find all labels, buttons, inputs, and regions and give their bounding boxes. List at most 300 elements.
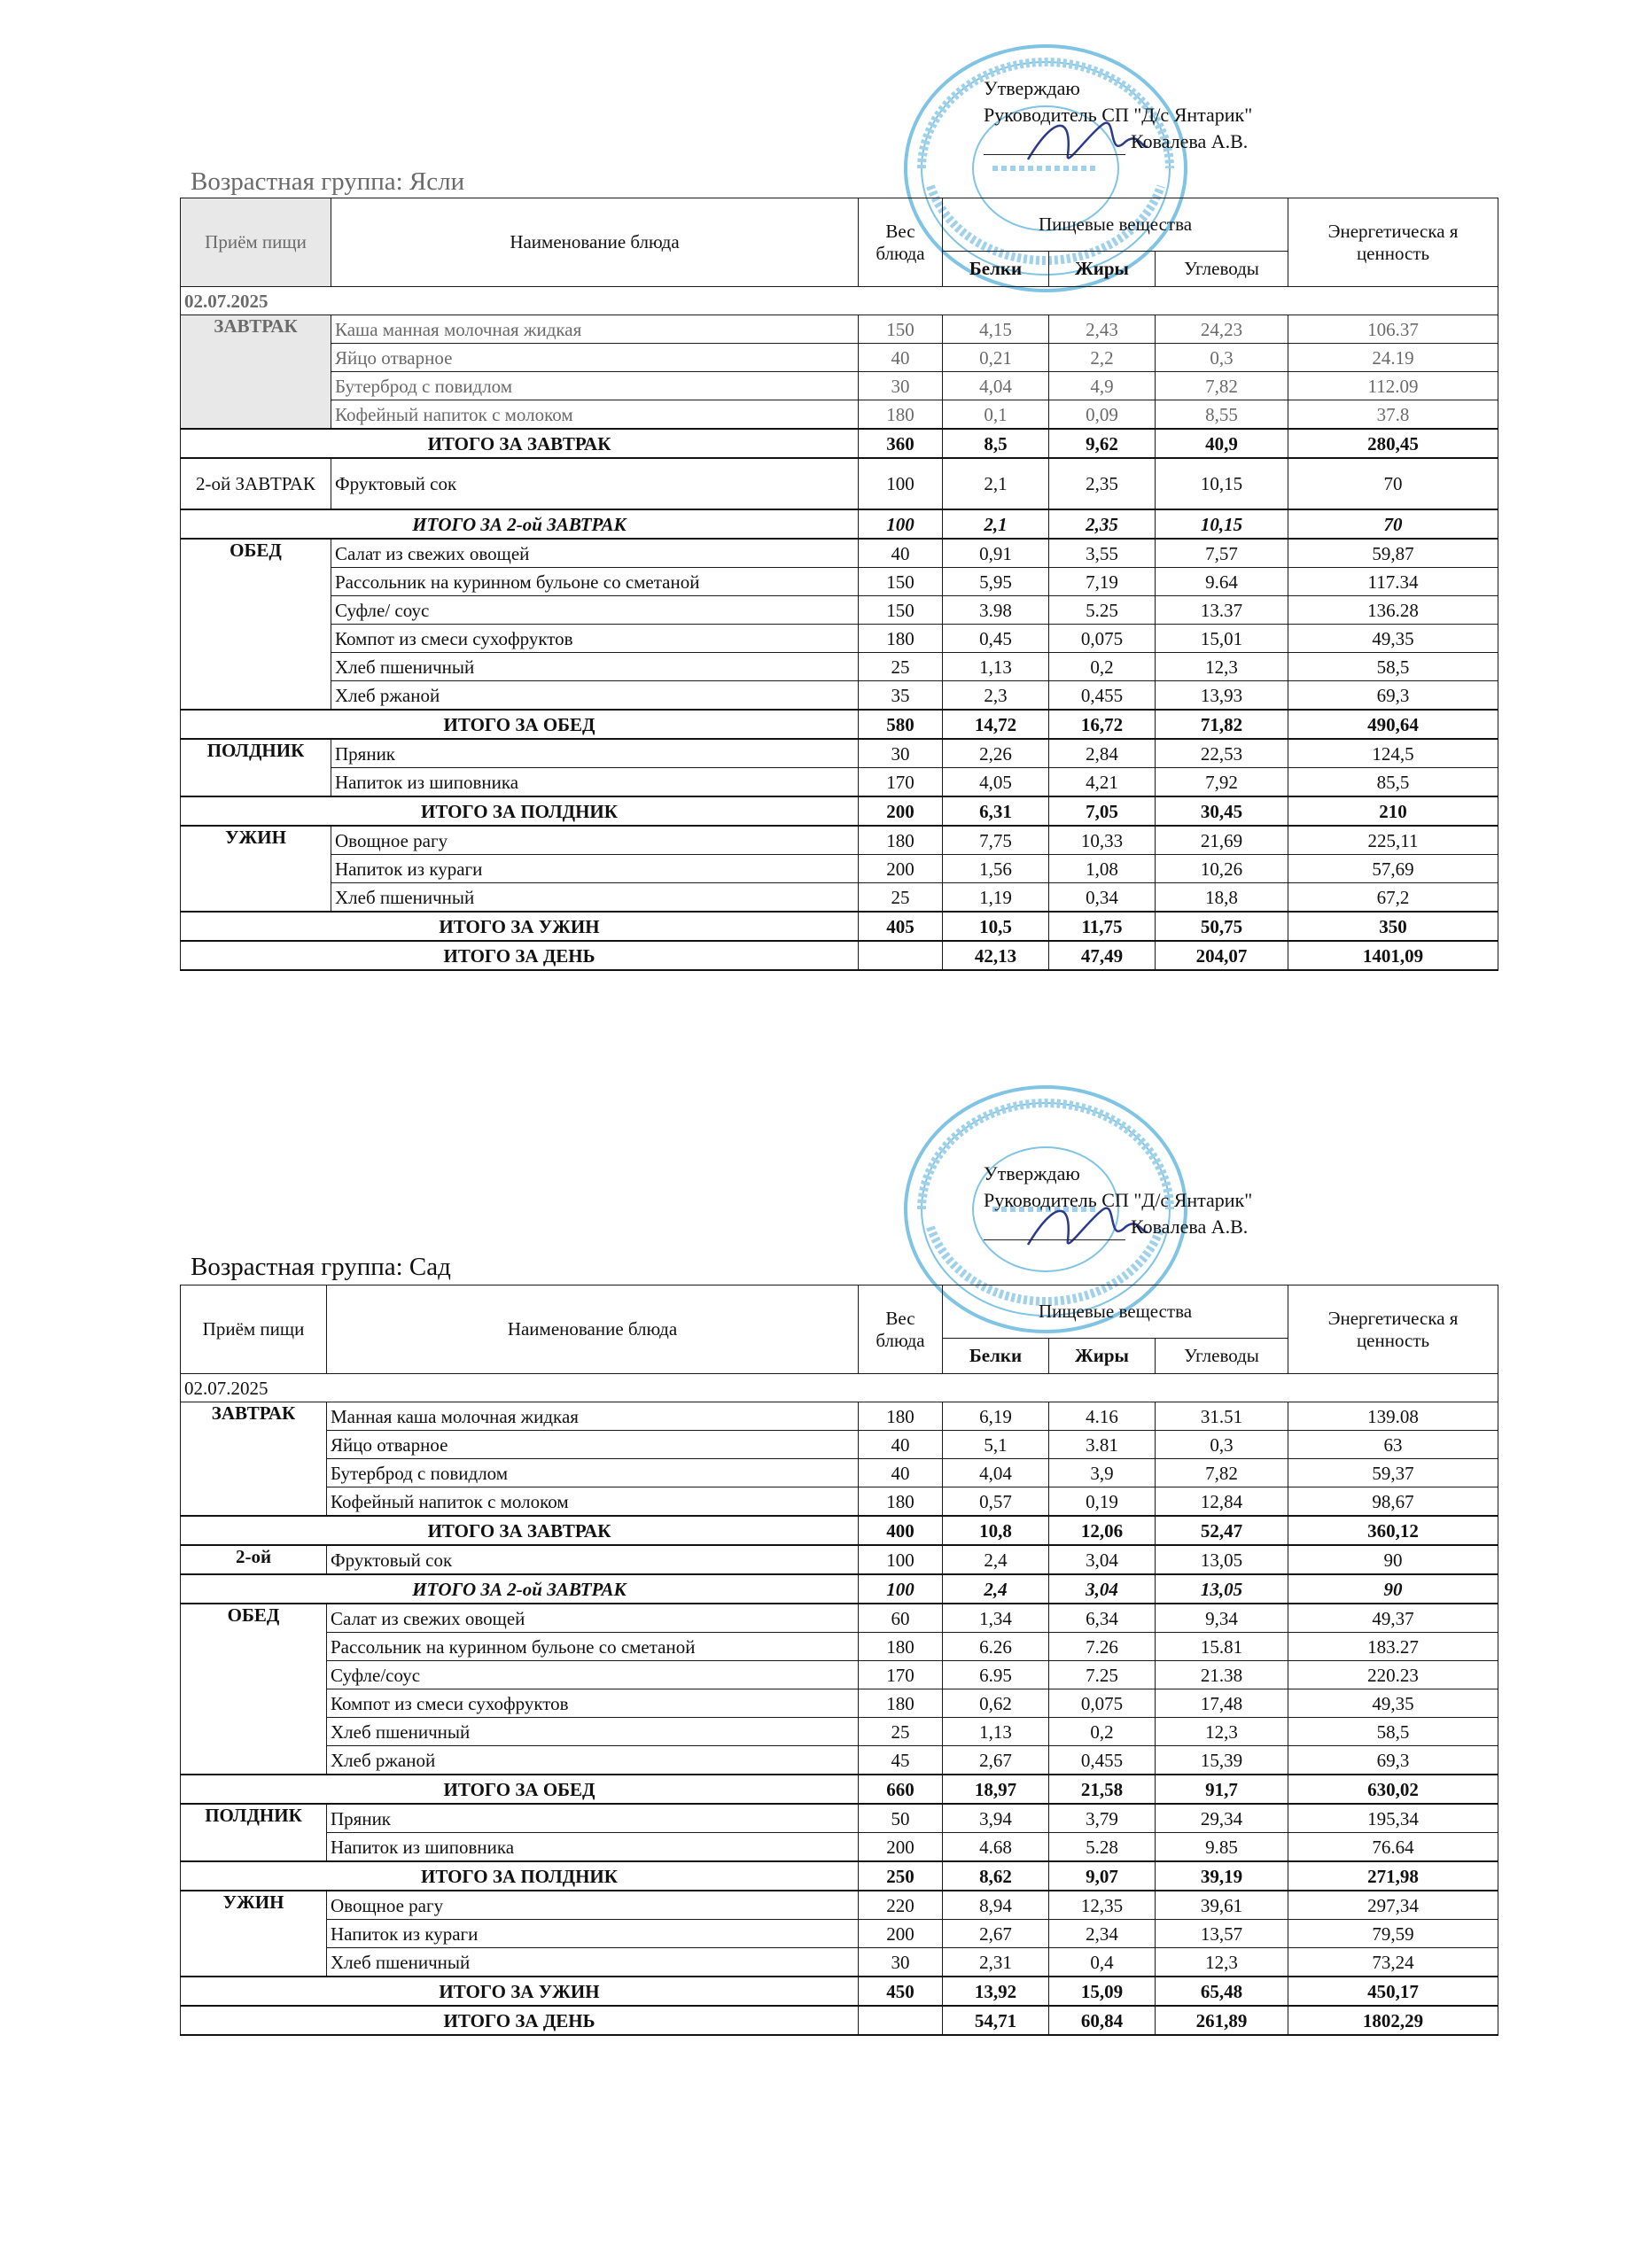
dish-energy: 69,3 bbox=[1288, 1746, 1498, 1775]
dish-name: Кофейный напиток с молоком bbox=[331, 400, 859, 430]
dish-row bbox=[181, 1948, 1498, 1977]
header-protein: Белки bbox=[943, 252, 1049, 287]
dish-row bbox=[181, 653, 1498, 681]
dish-weight: 170 bbox=[859, 768, 943, 797]
header-energy: Энергетическа я ценность bbox=[1288, 198, 1498, 287]
total-energy: 210 bbox=[1288, 796, 1498, 826]
meal-name: УЖИН bbox=[181, 826, 331, 912]
dish-name: Фруктовый сок bbox=[331, 458, 859, 509]
header-nutrients: Пищевые вещества bbox=[943, 1285, 1288, 1339]
total-weight: 450 bbox=[859, 1977, 943, 2006]
meal-name: УЖИН bbox=[181, 1891, 327, 1977]
dish-carbs: 24,23 bbox=[1156, 315, 1288, 344]
dish-weight: 180 bbox=[859, 1689, 943, 1718]
total-fat: 9,07 bbox=[1049, 1861, 1156, 1891]
dish-fat: 7.25 bbox=[1049, 1661, 1156, 1689]
dish-carbs: 15,39 bbox=[1156, 1746, 1288, 1775]
dish-protein: 1,13 bbox=[943, 1718, 1049, 1746]
dish-name: Хлеб ржаной bbox=[331, 681, 859, 711]
dish-carbs: 0,3 bbox=[1156, 1431, 1288, 1459]
dish-carbs: 0,3 bbox=[1156, 344, 1288, 372]
dish-weight: 100 bbox=[859, 1545, 943, 1574]
dish-carbs: 13.37 bbox=[1156, 596, 1288, 625]
total-protein: 8,5 bbox=[943, 429, 1049, 458]
dish-name: Овощное рагу bbox=[327, 1891, 859, 1920]
dish-name: Напиток из кураги bbox=[331, 855, 859, 883]
dish-name: Рассольник на куринном бульоне со сметаной bbox=[331, 568, 859, 596]
dish-fat: 0,075 bbox=[1049, 1689, 1156, 1718]
dish-fat: 0,455 bbox=[1049, 681, 1156, 711]
dish-row bbox=[181, 539, 1498, 568]
dish-name: Напиток из кураги bbox=[327, 1920, 859, 1948]
dish-fat: 0,075 bbox=[1049, 625, 1156, 653]
dish-fat: 3,55 bbox=[1049, 539, 1156, 568]
total-protein: 10,5 bbox=[943, 912, 1049, 941]
day-total-weight bbox=[859, 2006, 943, 2035]
dish-protein: 8,94 bbox=[943, 1891, 1049, 1920]
dish-energy: 90 bbox=[1288, 1545, 1498, 1574]
dish-carbs: 18,8 bbox=[1156, 883, 1288, 913]
total-energy: 280,45 bbox=[1288, 429, 1498, 458]
header-energy: Энергетическа я ценность bbox=[1288, 1285, 1498, 1374]
dish-protein: 4,04 bbox=[943, 372, 1049, 400]
day-total-energy: 1401,09 bbox=[1288, 941, 1498, 970]
dish-fat: 3,9 bbox=[1049, 1459, 1156, 1487]
dish-energy: 37.8 bbox=[1288, 400, 1498, 430]
total-carbs: 40,9 bbox=[1156, 429, 1288, 458]
dish-name: Хлеб пшеничный bbox=[331, 653, 859, 681]
total-weight: 200 bbox=[859, 796, 943, 826]
dish-protein: 0,57 bbox=[943, 1487, 1049, 1517]
dish-row bbox=[181, 768, 1498, 797]
dish-fat: 2,35 bbox=[1049, 458, 1156, 509]
dish-carbs: 7,82 bbox=[1156, 1459, 1288, 1487]
dish-name: Хлеб пшеничный bbox=[331, 883, 859, 913]
total-carbs: 65,48 bbox=[1156, 1977, 1288, 2006]
dish-name: Суфле/соус bbox=[327, 1661, 859, 1689]
total-protein: 10,8 bbox=[943, 1516, 1049, 1545]
dish-energy: 67,2 bbox=[1288, 883, 1498, 913]
total-energy: 70 bbox=[1288, 509, 1498, 539]
group-title-yasli: Возрастная группа: Ясли bbox=[191, 167, 465, 196]
day-total-label: ИТОГО ЗА ДЕНЬ bbox=[181, 941, 859, 970]
total-energy: 450,17 bbox=[1288, 1977, 1498, 2006]
dish-weight: 30 bbox=[859, 739, 943, 768]
dish-energy: 58,5 bbox=[1288, 1718, 1498, 1746]
dish-carbs: 15,01 bbox=[1156, 625, 1288, 653]
dish-weight: 25 bbox=[859, 653, 943, 681]
dish-carbs: 9,34 bbox=[1156, 1604, 1288, 1633]
dish-row bbox=[181, 681, 1498, 711]
dish-energy: 117.34 bbox=[1288, 568, 1498, 596]
total-fat: 21,58 bbox=[1049, 1775, 1156, 1804]
dish-fat: 2,2 bbox=[1049, 344, 1156, 372]
total-fat: 9,62 bbox=[1049, 429, 1156, 458]
dish-carbs: 17,48 bbox=[1156, 1689, 1288, 1718]
dish-protein: 1,34 bbox=[943, 1604, 1049, 1633]
dish-row bbox=[181, 1804, 1498, 1833]
total-protein: 2,1 bbox=[943, 509, 1049, 539]
dish-fat: 3,04 bbox=[1049, 1545, 1156, 1574]
total-row bbox=[181, 1516, 1498, 1545]
dish-weight: 25 bbox=[859, 883, 943, 913]
total-fat: 15,09 bbox=[1049, 1977, 1156, 2006]
dish-name: Бутерброд с повидлом bbox=[327, 1459, 859, 1487]
dish-row bbox=[181, 1633, 1498, 1661]
dish-name: Пряник bbox=[327, 1804, 859, 1833]
meal-name: ОБЕД bbox=[181, 1604, 327, 1775]
meal-name: ЗАВТРАК bbox=[181, 315, 331, 430]
dish-row bbox=[181, 1487, 1498, 1517]
total-weight: 100 bbox=[859, 509, 943, 539]
dish-weight: 180 bbox=[859, 1633, 943, 1661]
signature-line bbox=[984, 133, 1125, 155]
dish-weight: 30 bbox=[859, 372, 943, 400]
dish-name: Овощное рагу bbox=[331, 826, 859, 855]
total-carbs: 52,47 bbox=[1156, 1516, 1288, 1545]
dish-row bbox=[181, 883, 1498, 913]
dish-row bbox=[181, 739, 1498, 768]
dish-name: Компот из смеси сухофруктов bbox=[331, 625, 859, 653]
dish-fat: 0,2 bbox=[1049, 653, 1156, 681]
dish-weight: 100 bbox=[859, 458, 943, 509]
total-fat: 7,05 bbox=[1049, 796, 1156, 826]
dish-row bbox=[181, 1459, 1498, 1487]
dish-row bbox=[181, 1402, 1498, 1431]
signature-line bbox=[984, 1218, 1125, 1240]
dish-protein: 2,3 bbox=[943, 681, 1049, 711]
dish-carbs: 7,57 bbox=[1156, 539, 1288, 568]
dish-energy: 76.64 bbox=[1288, 1833, 1498, 1862]
day-total-fat: 47,49 bbox=[1049, 941, 1156, 970]
dish-row bbox=[181, 1833, 1498, 1862]
dish-name: Яйцо отварное bbox=[327, 1431, 859, 1459]
total-energy: 350 bbox=[1288, 912, 1498, 941]
dish-fat: 0,2 bbox=[1049, 1718, 1156, 1746]
total-carbs: 50,75 bbox=[1156, 912, 1288, 941]
total-protein: 2,4 bbox=[943, 1574, 1049, 1604]
day-total-fat: 60,84 bbox=[1049, 2006, 1156, 2035]
total-energy: 360,12 bbox=[1288, 1516, 1498, 1545]
dish-carbs: 7,82 bbox=[1156, 372, 1288, 400]
dish-energy: 57,69 bbox=[1288, 855, 1498, 883]
total-label: ИТОГО ЗА ПОЛДНИК bbox=[181, 1861, 859, 1891]
dish-protein: 2,26 bbox=[943, 739, 1049, 768]
dish-row bbox=[181, 1891, 1498, 1920]
dish-row bbox=[181, 596, 1498, 625]
approval-block bbox=[984, 75, 1252, 155]
dish-energy: 49,35 bbox=[1288, 625, 1498, 653]
dish-name: Бутерброд с повидлом bbox=[331, 372, 859, 400]
dish-protein: 3.98 bbox=[943, 596, 1049, 625]
dish-energy: 225,11 bbox=[1288, 826, 1498, 855]
day-total-carbs: 204,07 bbox=[1156, 941, 1288, 970]
total-label: ИТОГО ЗА ОБЕД bbox=[181, 710, 859, 739]
dish-fat: 6,34 bbox=[1049, 1604, 1156, 1633]
meal-name: ПОЛДНИК bbox=[181, 1804, 327, 1861]
menu-table-sad bbox=[180, 1285, 1498, 2036]
header-carbs: Углеводы bbox=[1156, 1339, 1288, 1374]
dish-protein: 2,67 bbox=[943, 1746, 1049, 1775]
dish-fat: 10,33 bbox=[1049, 826, 1156, 855]
total-label: ИТОГО ЗА 2-ой ЗАВТРАК bbox=[181, 1574, 859, 1604]
dish-protein: 0,91 bbox=[943, 539, 1049, 568]
dish-row bbox=[181, 855, 1498, 883]
dish-protein: 7,75 bbox=[943, 826, 1049, 855]
dish-protein: 1,13 bbox=[943, 653, 1049, 681]
dish-carbs: 21.38 bbox=[1156, 1661, 1288, 1689]
dish-carbs: 29,34 bbox=[1156, 1804, 1288, 1833]
total-carbs: 39,19 bbox=[1156, 1861, 1288, 1891]
dish-carbs: 13,57 bbox=[1156, 1920, 1288, 1948]
dish-row bbox=[181, 1718, 1498, 1746]
total-row bbox=[181, 1574, 1498, 1604]
total-protein: 13,92 bbox=[943, 1977, 1049, 2006]
dish-carbs: 15.81 bbox=[1156, 1633, 1288, 1661]
dish-name: Манная каша молочная жидкая bbox=[327, 1402, 859, 1431]
dish-fat: 0,09 bbox=[1049, 400, 1156, 430]
total-row bbox=[181, 796, 1498, 826]
total-energy: 90 bbox=[1288, 1574, 1498, 1604]
day-total-energy: 1802,29 bbox=[1288, 2006, 1498, 2035]
approval-block bbox=[984, 1161, 1252, 1240]
total-carbs: 91,7 bbox=[1156, 1775, 1288, 1804]
day-total-row bbox=[181, 941, 1498, 970]
dish-energy: 106.37 bbox=[1288, 315, 1498, 344]
approval-signer bbox=[984, 128, 1252, 155]
dish-carbs: 10,15 bbox=[1156, 458, 1288, 509]
total-label: ИТОГО ЗА ЗАВТРАК bbox=[181, 429, 859, 458]
dish-protein: 4.68 bbox=[943, 1833, 1049, 1862]
dish-fat: 2,84 bbox=[1049, 739, 1156, 768]
dish-energy: 73,24 bbox=[1288, 1948, 1498, 1977]
dish-name: Суфле/ соус bbox=[331, 596, 859, 625]
total-protein: 6,31 bbox=[943, 796, 1049, 826]
dish-energy: 49,37 bbox=[1288, 1604, 1498, 1633]
header-fat: Жиры bbox=[1049, 252, 1156, 287]
dish-protein: 0,62 bbox=[943, 1689, 1049, 1718]
dish-weight: 180 bbox=[859, 1487, 943, 1517]
dish-carbs: 10,26 bbox=[1156, 855, 1288, 883]
dish-weight: 50 bbox=[859, 1804, 943, 1833]
dish-weight: 180 bbox=[859, 400, 943, 430]
dish-carbs: 9.64 bbox=[1156, 568, 1288, 596]
date-row bbox=[181, 287, 1498, 315]
dish-carbs: 12,3 bbox=[1156, 653, 1288, 681]
dish-row bbox=[181, 1661, 1498, 1689]
dish-protein: 5,95 bbox=[943, 568, 1049, 596]
dish-energy: 63 bbox=[1288, 1431, 1498, 1459]
dish-protein: 2,4 bbox=[943, 1545, 1049, 1574]
total-weight: 100 bbox=[859, 1574, 943, 1604]
dish-fat: 2,43 bbox=[1049, 315, 1156, 344]
total-row bbox=[181, 509, 1498, 539]
total-row bbox=[181, 1977, 1498, 2006]
approval-name: Ковалева А.В. bbox=[1131, 1216, 1249, 1238]
dish-name: Хлеб ржаной bbox=[327, 1746, 859, 1775]
total-label: ИТОГО ЗА ОБЕД bbox=[181, 1775, 859, 1804]
dish-carbs: 31.51 bbox=[1156, 1402, 1288, 1431]
header-dish: Наименование блюда bbox=[327, 1285, 859, 1374]
dish-weight: 150 bbox=[859, 596, 943, 625]
dish-fat: 5.25 bbox=[1049, 596, 1156, 625]
total-fat: 3,04 bbox=[1049, 1574, 1156, 1604]
day-total-row bbox=[181, 2006, 1498, 2035]
dish-weight: 30 bbox=[859, 1948, 943, 1977]
dish-name: Салат из свежих овощей bbox=[327, 1604, 859, 1633]
dish-row bbox=[181, 1431, 1498, 1459]
total-fat: 11,75 bbox=[1049, 912, 1156, 941]
dish-energy: 49,35 bbox=[1288, 1689, 1498, 1718]
header-weight: Вес блюда bbox=[859, 198, 943, 287]
dish-weight: 40 bbox=[859, 1459, 943, 1487]
dish-name: Хлеб пшеничный bbox=[327, 1948, 859, 1977]
total-carbs: 10,15 bbox=[1156, 509, 1288, 539]
header-meal: Приём пищи bbox=[181, 198, 331, 287]
total-carbs: 71,82 bbox=[1156, 710, 1288, 739]
meal-name: ПОЛДНИК bbox=[181, 739, 331, 796]
dish-row bbox=[181, 568, 1498, 596]
dish-fat: 0,4 bbox=[1049, 1948, 1156, 1977]
dish-row bbox=[181, 1604, 1498, 1633]
dish-carbs: 8,55 bbox=[1156, 400, 1288, 430]
dish-carbs: 12,3 bbox=[1156, 1948, 1288, 1977]
dish-protein: 0,45 bbox=[943, 625, 1049, 653]
dish-row bbox=[181, 344, 1498, 372]
dish-energy: 124,5 bbox=[1288, 739, 1498, 768]
total-weight: 400 bbox=[859, 1516, 943, 1545]
day-total-protein: 42,13 bbox=[943, 941, 1049, 970]
dish-name: Кофейный напиток с молоком bbox=[327, 1487, 859, 1517]
dish-weight: 180 bbox=[859, 1402, 943, 1431]
approval-title: Утверждаю bbox=[984, 1162, 1080, 1184]
meal-name: ОБЕД bbox=[181, 539, 331, 710]
dish-weight: 180 bbox=[859, 625, 943, 653]
dish-weight: 200 bbox=[859, 855, 943, 883]
dish-carbs: 21,69 bbox=[1156, 826, 1288, 855]
dish-fat: 12,35 bbox=[1049, 1891, 1156, 1920]
dish-energy: 183.27 bbox=[1288, 1633, 1498, 1661]
dish-fat: 0,455 bbox=[1049, 1746, 1156, 1775]
dish-protein: 5,1 bbox=[943, 1431, 1049, 1459]
dish-name: Напиток из шиповника bbox=[331, 768, 859, 797]
approval-position: Руководитель СП "Д/с Янтарик" bbox=[984, 1189, 1253, 1211]
dish-protein: 1,56 bbox=[943, 855, 1049, 883]
total-fat: 2,35 bbox=[1049, 509, 1156, 539]
total-row bbox=[181, 710, 1498, 739]
total-fat: 16,72 bbox=[1049, 710, 1156, 739]
dish-name: Напиток из шиповника bbox=[327, 1833, 859, 1862]
dish-protein: 4,04 bbox=[943, 1459, 1049, 1487]
dish-fat: 4,9 bbox=[1049, 372, 1156, 400]
total-row bbox=[181, 912, 1498, 941]
dish-weight: 200 bbox=[859, 1920, 943, 1948]
dish-energy: 70 bbox=[1288, 458, 1498, 509]
total-protein: 18,97 bbox=[943, 1775, 1049, 1804]
dish-carbs: 7,92 bbox=[1156, 768, 1288, 797]
approval-signer bbox=[984, 1214, 1252, 1240]
header-protein: Белки bbox=[943, 1339, 1049, 1374]
approval-position: Руководитель СП "Д/с Янтарик" bbox=[984, 104, 1253, 126]
header-fat: Жиры bbox=[1049, 1339, 1156, 1374]
dish-protein: 6.95 bbox=[943, 1661, 1049, 1689]
total-row bbox=[181, 1775, 1498, 1804]
meal-name: 2-ой bbox=[181, 1545, 327, 1574]
dish-weight: 40 bbox=[859, 1431, 943, 1459]
total-weight: 250 bbox=[859, 1861, 943, 1891]
dish-protein: 6.26 bbox=[943, 1633, 1049, 1661]
meal-name: ЗАВТРАК bbox=[181, 1402, 327, 1517]
header-weight: Вес блюда bbox=[859, 1285, 943, 1374]
dish-protein: 3,94 bbox=[943, 1804, 1049, 1833]
total-weight: 660 bbox=[859, 1775, 943, 1804]
dish-protein: 0,1 bbox=[943, 400, 1049, 430]
dish-energy: 220.23 bbox=[1288, 1661, 1498, 1689]
dish-protein: 4,15 bbox=[943, 315, 1049, 344]
total-label: ИТОГО ЗА УЖИН bbox=[181, 912, 859, 941]
dish-name: Салат из свежих овощей bbox=[331, 539, 859, 568]
total-label: ИТОГО ЗА 2-ой ЗАВТРАК bbox=[181, 509, 859, 539]
header-carbs: Углеводы bbox=[1156, 252, 1288, 287]
meal-name: 2-ой ЗАВТРАК bbox=[181, 458, 331, 509]
dish-name: Фруктовый сок bbox=[327, 1545, 859, 1574]
dish-weight: 40 bbox=[859, 539, 943, 568]
dish-weight: 220 bbox=[859, 1891, 943, 1920]
approval-title: Утверждаю bbox=[984, 77, 1080, 99]
dish-weight: 200 bbox=[859, 1833, 943, 1862]
dish-row bbox=[181, 315, 1498, 344]
dish-row bbox=[181, 1746, 1498, 1775]
dish-protein: 1,19 bbox=[943, 883, 1049, 913]
dish-carbs: 13,05 bbox=[1156, 1545, 1288, 1574]
dish-weight: 45 bbox=[859, 1746, 943, 1775]
dish-energy: 136.28 bbox=[1288, 596, 1498, 625]
dish-energy: 139.08 bbox=[1288, 1402, 1498, 1431]
total-label: ИТОГО ЗА ПОЛДНИК bbox=[181, 796, 859, 826]
dish-name: Яйцо отварное bbox=[331, 344, 859, 372]
dish-carbs: 12,84 bbox=[1156, 1487, 1288, 1517]
dish-energy: 297,34 bbox=[1288, 1891, 1498, 1920]
dish-fat: 4.16 bbox=[1049, 1402, 1156, 1431]
menu-table-yasli bbox=[180, 198, 1498, 971]
dish-name: Рассольник на куринном бульоне со сметаной bbox=[327, 1633, 859, 1661]
total-row bbox=[181, 429, 1498, 458]
dish-fat: 5.28 bbox=[1049, 1833, 1156, 1862]
dish-energy: 58,5 bbox=[1288, 653, 1498, 681]
day-total-label: ИТОГО ЗА ДЕНЬ bbox=[181, 2006, 859, 2035]
dish-row bbox=[181, 1920, 1498, 1948]
dish-weight: 150 bbox=[859, 315, 943, 344]
dish-fat: 3,79 bbox=[1049, 1804, 1156, 1833]
dish-energy: 24.19 bbox=[1288, 344, 1498, 372]
day-total-carbs: 261,89 bbox=[1156, 2006, 1288, 2035]
total-energy: 630,02 bbox=[1288, 1775, 1498, 1804]
dish-weight: 170 bbox=[859, 1661, 943, 1689]
dish-fat: 2,34 bbox=[1049, 1920, 1156, 1948]
group-title-sad: Возрастная группа: Сад bbox=[191, 1253, 451, 1281]
dish-weight: 25 bbox=[859, 1718, 943, 1746]
dish-fat: 7,19 bbox=[1049, 568, 1156, 596]
total-protein: 14,72 bbox=[943, 710, 1049, 739]
dish-fat: 4,21 bbox=[1049, 768, 1156, 797]
total-label: ИТОГО ЗА ЗАВТРАК bbox=[181, 1516, 859, 1545]
menu-date: 02.07.2025 bbox=[181, 1374, 1498, 1402]
total-protein: 8,62 bbox=[943, 1861, 1049, 1891]
dish-protein: 2,31 bbox=[943, 1948, 1049, 1977]
day-total-weight bbox=[859, 941, 943, 970]
dish-weight: 180 bbox=[859, 826, 943, 855]
dish-row bbox=[181, 1545, 1498, 1574]
